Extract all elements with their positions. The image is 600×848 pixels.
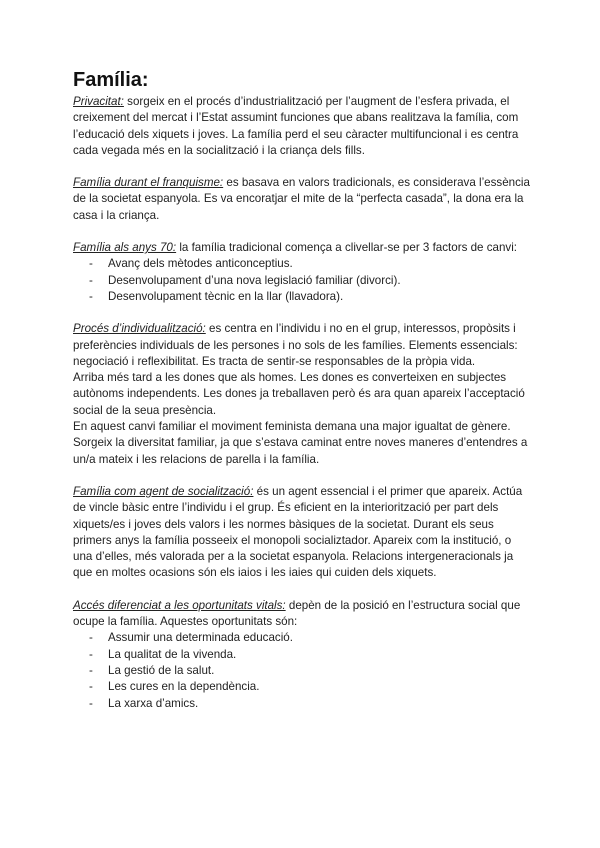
paragraph: En aquest canvi familiar el moviment feminista demana una major igualtat de gènere. Sorgeix la diversitat familiar, ja que s’estava caminat entre noves maneres d’entendres a un/a mateix i les relacions de parella i la família.: [73, 420, 528, 466]
list-item: - La xarxa d’amics.: [73, 696, 530, 712]
section-label: Família durant el franquisme:: [73, 176, 224, 190]
paragraph-text: depèn de la posició en l’estructura social que ocupe la família. Aquestes oportunitats són:: [73, 598, 521, 629]
paragraph: [73, 321, 530, 370]
list-item: - La qualitat de la vivenda.: [73, 647, 530, 663]
section-privacitat: [73, 94, 530, 159]
paragraph: [73, 598, 530, 631]
paragraph: [73, 175, 530, 224]
paragraph-text: és un agent essencial i el primer que apareix. Actúa de vincle bàsic entre l’individu i el grup. És eficient en la interiorització per part dels xiquets/es i joves dels valors i les normes bàsiques de la societat. Durant els seus primers anys la família posseeix el monopoli socializtador. Apareix com la institució, o una d’elles, més valorada per a la societat espanyola. Relacions intergeneracionals ja que en moltes ocasions són els iaios i les iaies qui cuiden dels xiquets.: [73, 484, 523, 580]
section-label: Privacitat:: [73, 95, 124, 108]
list-item: - Les cures en la dependència.: [73, 679, 530, 695]
section-label: Família com agent de socialització:: [73, 484, 254, 498]
paragraph: [73, 240, 530, 256]
paragraph: [73, 484, 530, 582]
section-anys-70: [73, 240, 530, 305]
bullet-list: [73, 630, 530, 711]
list-item: - Desenvolupament d’una nova legislació familiar (divorci).: [73, 273, 530, 289]
section-individualitzacio: [73, 321, 530, 468]
paragraph: Arriba més tard a les dones que als homes. Les dones es converteixen en subjectes autònoms independents. Les dones ja treballaven però és ara quan apareix l’acceptació social de la seua presència.: [73, 371, 525, 417]
section-label: Família als anys 70:: [73, 241, 177, 255]
section-acces-oportunitats: [73, 598, 530, 712]
bullet-list: [73, 256, 530, 305]
section-label: Accés diferenciat a les oportunitats vitals:: [73, 598, 286, 612]
paragraph: [73, 94, 530, 159]
list-item: - La gestió de la salut.: [73, 663, 530, 679]
section-agent-socialitzacio: [73, 484, 530, 582]
paragraph-text: es basava en valors tradicionals, es considerava l’essència de la societat espanyola. Es va encoratjar el mite de la “perfecta casada”, la dona era la casa i la criança.: [73, 176, 530, 222]
page-title: Família:: [73, 69, 149, 91]
paragraph-text: la família tradicional comença a clivellar-se per 3 factors de canvi:: [179, 241, 518, 255]
list-item: - Desenvolupament tècnic en la llar (llavadora).: [73, 289, 530, 305]
section-label: Procés d’individualització:: [73, 322, 206, 336]
section-franquisme: [73, 175, 530, 224]
list-item: - Avanç dels mètodes anticonceptius.: [73, 256, 530, 272]
list-item: - Assumir una determinada educació.: [73, 630, 530, 646]
paragraph-text: es centra en l’individu i no en el grup, interessos, propòsits i preferències individuals de les persones i no sols de les famílies. Elements essencials: negociació i reflexibilitat. Es tracta de sentir-se responsables de la pròpia vida.: [73, 322, 518, 368]
paragraph-text: sorgeix en el procés d’industrialització per l’augment de l’esfera privada, el creixement del mercat i l’Estat assumint funciones que abans realitzava la família, com l’educació dels xiquets i joves. La família perd el seu càracter multifuncional i es centra cada vegada més en la socialització i la criança dels fills.: [73, 95, 519, 157]
